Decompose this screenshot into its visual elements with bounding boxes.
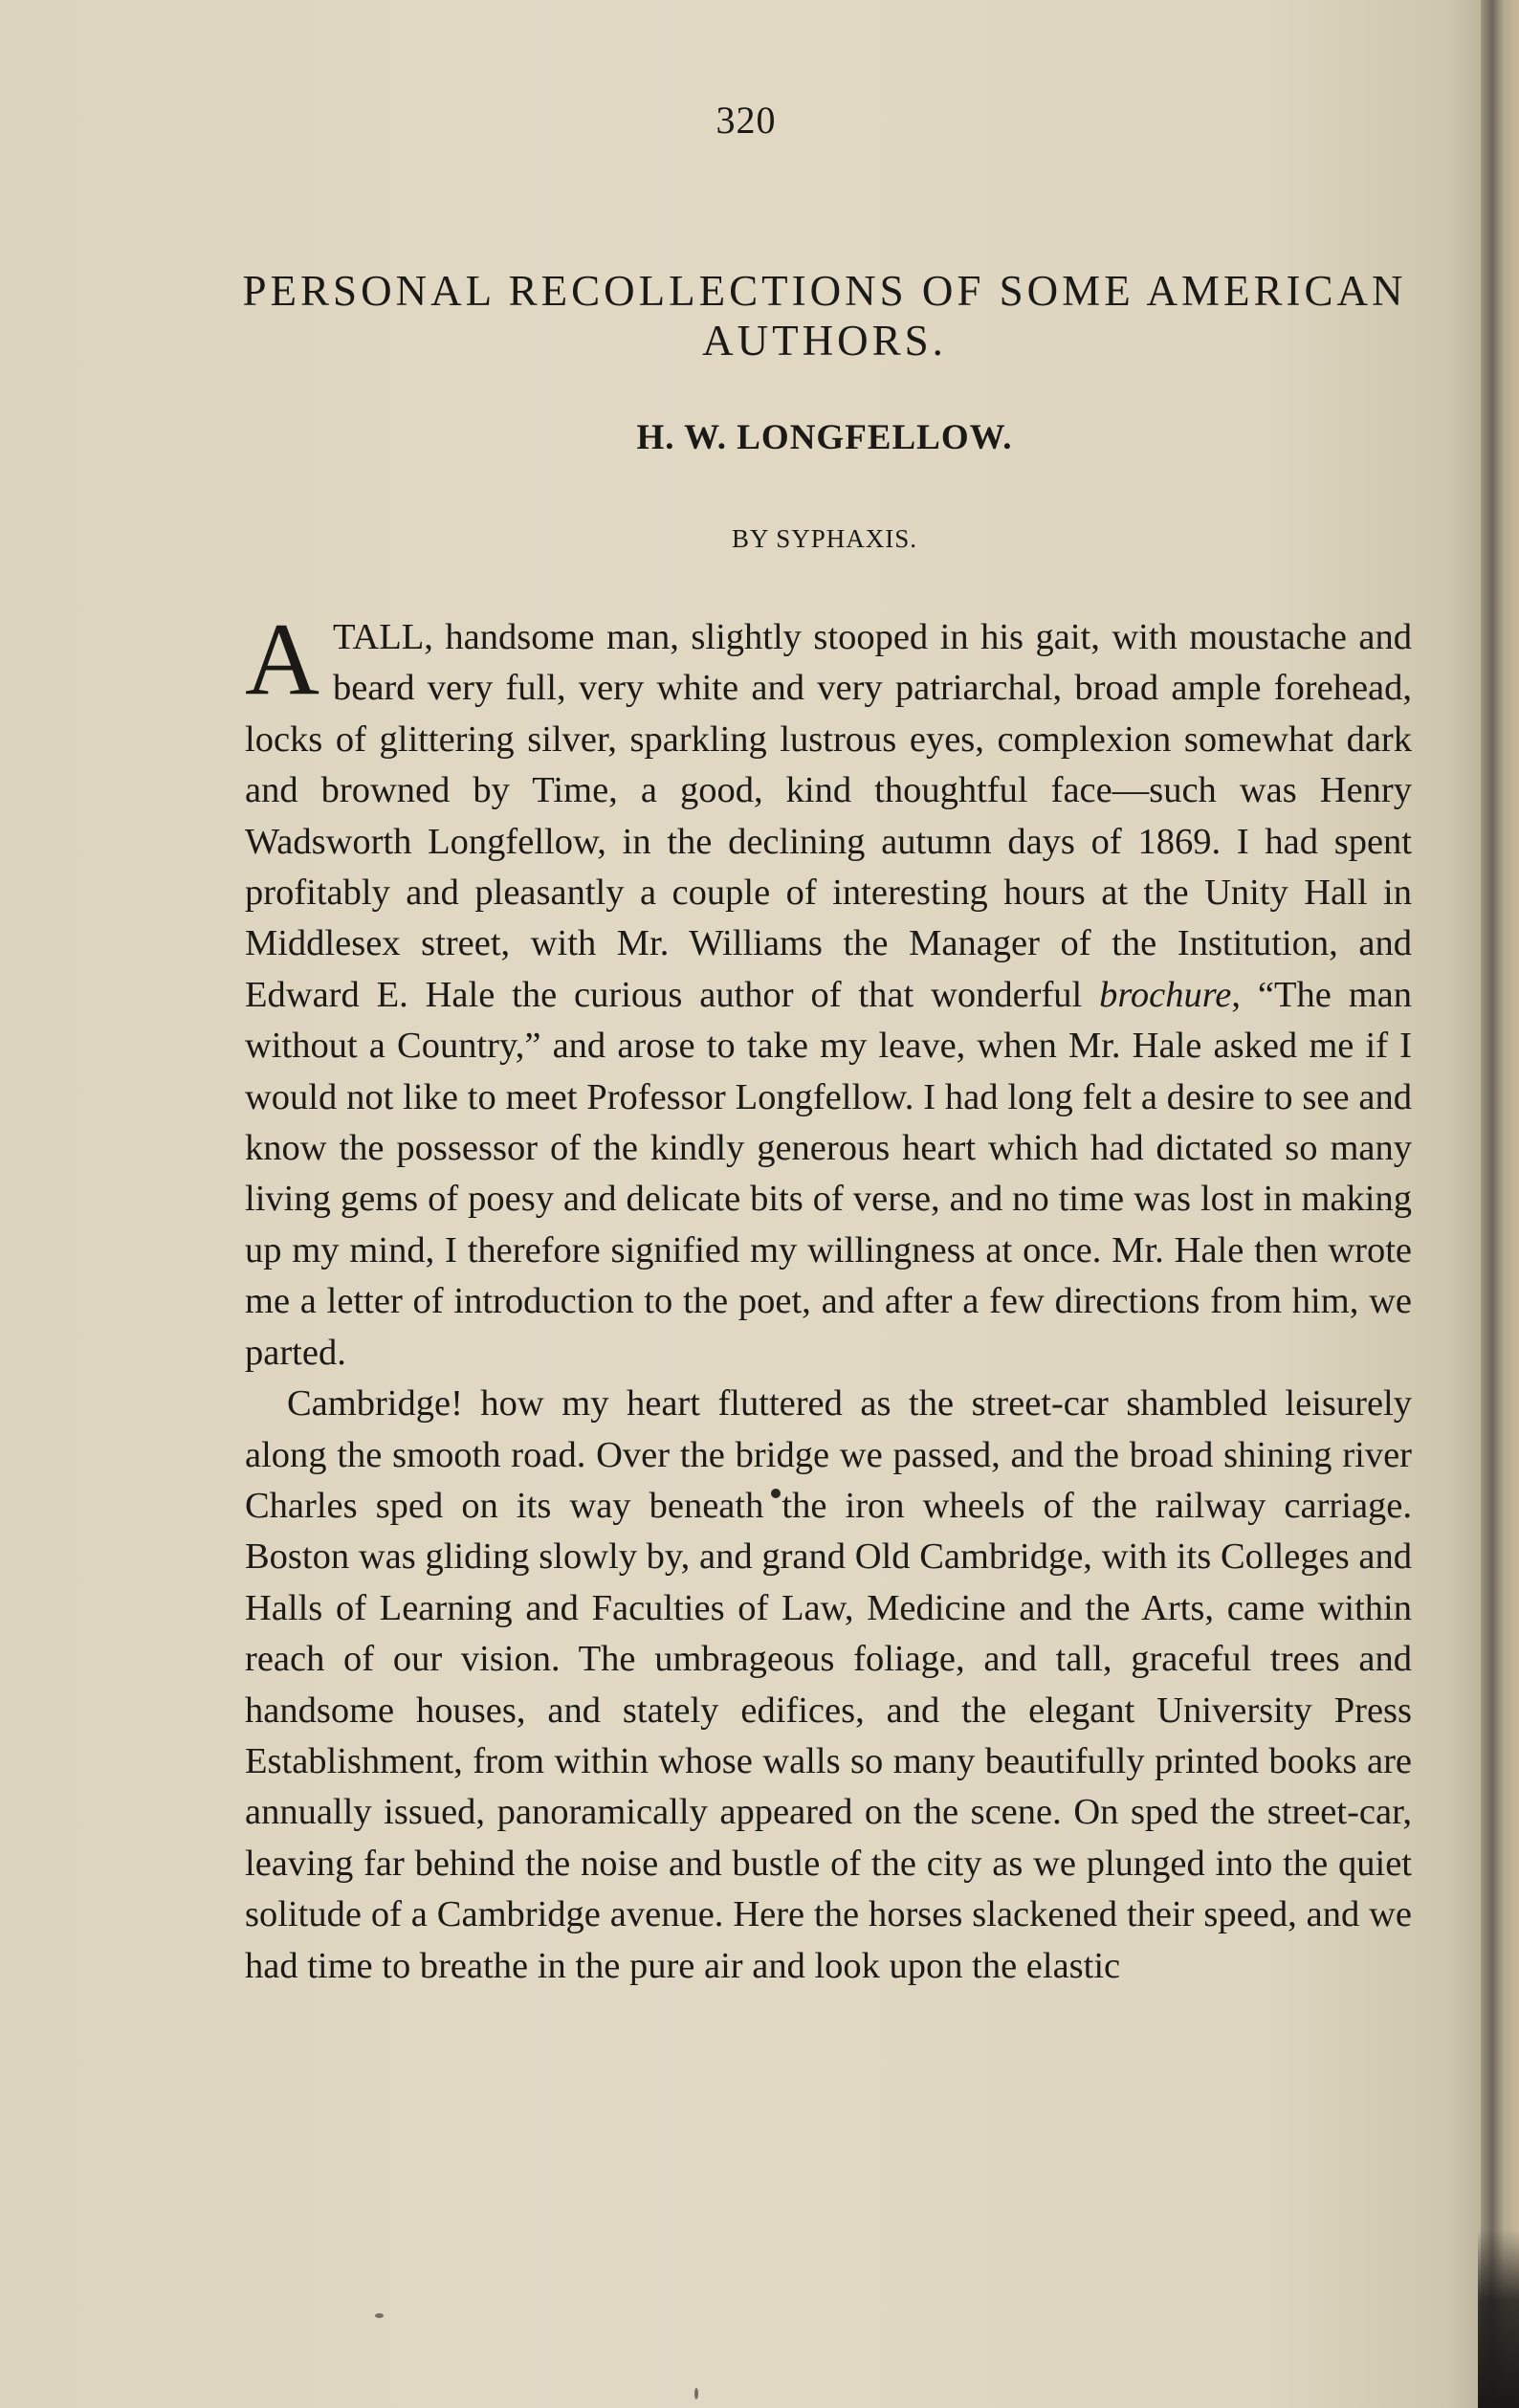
article-body	[245, 603, 1412, 1992]
paragraph-1	[245, 603, 1412, 1379]
lead-words: TALL,	[333, 617, 433, 657]
book-binding	[1481, 0, 1519, 2408]
article-byline: BY SYPHAXIS.	[731, 524, 918, 553]
paragraph-1-text: handsome man, slightly stooped in his gait, with moustache and beard very full, very white and very patriarchal, broad ample forehead, locks of glittering silver, sparkling lustrous eyes, complexion somewhat dark and browned by Time, a good, kind thoughtful face—such was Henry Wadsworth Longfellow, in the declining autumn days of 1869. I had spent profitably and pleasantly a couple of interesting hours at the Unity Hall in Middlesex street, with Mr. Williams the Manager of the Institution, and Edward E. Hale the curious author of that wonderful	[245, 617, 1412, 1015]
ink-speck	[375, 2313, 384, 2318]
ink-speck	[694, 2388, 698, 2399]
page-number: 320	[715, 99, 777, 142]
italic-word: brochure	[1099, 974, 1232, 1015]
article-subject: H. W. LONGFELLOW.	[636, 418, 1013, 457]
article-title: PERSONAL RECOLLECTIONS OF SOME AMERICAN AUTHORS.	[242, 267, 1407, 365]
binding-shadow	[1478, 2229, 1519, 2408]
paragraph-1-text-continued: , “The man without a Country,” and arose to take my leave, when Mr. Hale asked me if I would not like to meet Professor Longfellow. I had long felt a desire to see and know the possessor of the kindly generous heart which had dictated so many living gems of poesy and delicate bits of verse, and no time was lost in making up my mind, I therefore signified my willingness at once. Mr. Hale then wrote me a letter of introduction to the poet, and after a few directions from him, we parted.	[245, 974, 1412, 1373]
drop-cap: A	[245, 603, 319, 717]
paragraph-2: Cambridge! how my heart fluttered as the street-car shambled leisurely along the smooth road. Over the bridge we passed, and the broad shining river Charles sped on its way beneath the iron wheels of the railway carriage. Boston was gliding slowly by, and grand Old Cambridge, with its Colleges and Halls of Learning and Faculties of Law, Medicine and the Arts, came within reach of our vision. The umbrageous foliage, and tall, graceful trees and handsome houses, and stately edifices, and the elegant University Press Establishment, from within whose walls so many beautifully printed books are annually issued, panoramically appeared on the scene. On sped the street-car, leaving far behind the noise and bustle of the city as we plunged into the quiet solitude of a Cambridge avenue. Here the horses slackened their speed, and we had time to breathe in the pure air and look upon the elastic	[245, 1383, 1412, 1986]
